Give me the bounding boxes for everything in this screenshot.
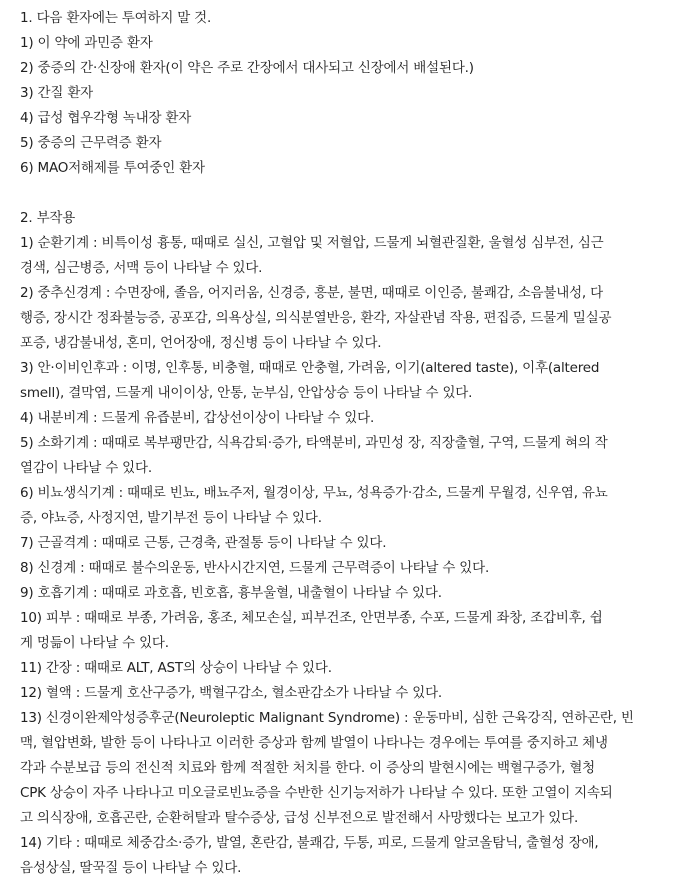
- text-line: 행증, 장시간 정좌불능증, 공포감, 의욕상실, 의식분열반응, 환각, 자살관념 작용, 편집증, 드물게 밀실공: [20, 310, 612, 326]
- blank-line: [20, 181, 681, 206]
- text-line: 1) 순환기계 : 비특이성 흉통, 때때로 실신, 고혈압 및 저혈압, 드물게 뇌혈관질환, 울혈성 심부전, 심근: [20, 235, 604, 251]
- text-line: 7) 근골격계 : 때때로 근통, 근경축, 관절통 등이 나타날 수 있다.: [20, 535, 387, 551]
- text-line: 고 의식장애, 호흡곤란, 순환허탈과 탈수증상, 급성 신부전으로 발전해서 사망했다는 보고가 있다.: [20, 810, 579, 826]
- text-line: 2. 부작용: [20, 210, 76, 226]
- text-line: 3) 간질 환자: [20, 85, 94, 101]
- text-line: 10) 피부 : 때때로 부종, 가려움, 홍조, 체모손실, 피부건조, 안면부종, 수포, 드물게 좌창, 조갑비후, 쉽: [20, 610, 603, 626]
- text-line: 5) 소화기계 : 때때로 복부팽만감, 식욕감퇴·증가, 타액분비, 과민성 장, 직장출혈, 구역, 드물게 혀의 작: [20, 435, 608, 451]
- text-line: 1) 이 약에 과민증 환자: [20, 35, 153, 51]
- text-line: 4) 내분비계 : 드물게 유즙분비, 갑상선이상이 나타날 수 있다.: [20, 410, 375, 426]
- text-line: 열감이 나타날 수 있다.: [20, 460, 152, 476]
- text-line: 1. 다음 환자에는 투여하지 말 것.: [20, 10, 212, 26]
- text-line: 게 멍듦이 나타날 수 있다.: [20, 635, 169, 651]
- text-line: 포증, 냉감불내성, 혼미, 언어장애, 정신병 등이 나타날 수 있다.: [20, 335, 382, 351]
- text-line: 14) 기타 : 때때로 체중감소·증가, 발열, 혼란감, 불쾌감, 두통, 피로, 드물게 알코올탐닉, 출혈성 장애,: [20, 835, 599, 851]
- text-line: 2) 중추신경계 : 수면장애, 졸음, 어지러움, 신경증, 흥분, 불면, 때때로 이인증, 불쾌감, 소음불내성, 다: [20, 285, 603, 301]
- text-line: 증, 야뇨증, 사정지연, 발기부전 등이 나타날 수 있다.: [20, 510, 322, 526]
- text-line: 경색, 심근병증, 서맥 등이 나타날 수 있다.: [20, 260, 263, 276]
- text-line: 11) 간장 : 때때로 ALT, AST의 상승이 나타날 수 있다.: [20, 660, 332, 676]
- text-line: 4) 급성 협우각형 녹내장 환자: [20, 110, 192, 126]
- text-line: 6) 비뇨생식기계 : 때때로 빈뇨, 배뇨주저, 월경이상, 무뇨, 성욕증가·감소, 드물게 무월경, 신우염, 유뇨: [20, 485, 608, 501]
- text-line: 각과 수분보급 등의 전신적 치료와 함께 적절한 처치를 한다. 이 증상의 발현시에는 백혈구증가, 혈청: [20, 760, 596, 776]
- text-line: 음성상실, 딸꾹질 등이 나타날 수 있다.: [20, 860, 242, 876]
- text-line: 9) 호흡기계 : 때때로 과호흡, 빈호흡, 흉부울혈, 내출혈이 나타날 수 있다.: [20, 585, 442, 601]
- text-line: 12) 혈액 : 드물게 호산구증가, 백혈구감소, 혈소판감소가 나타날 수 있다.: [20, 685, 442, 701]
- text-line: smell), 결막염, 드물게 내이이상, 안통, 눈부심, 안압상승 등이 나타날 수 있다.: [20, 385, 473, 401]
- text-line: 6) MAO저해제를 투여중인 환자: [20, 160, 205, 176]
- text-line: CPK 상승이 자주 나타나고 미오글로빈뇨증을 수반한 신기능저하가 나타날 수 있다. 또한 고열이 지속되: [20, 785, 613, 801]
- text-line: 13) 신경이완제악성증후군(Neuroleptic Malignant Syndrome) : 운동마비, 심한 근육강직, 연하곤란, 빈: [20, 710, 634, 726]
- text-line: 8) 신경계 : 때때로 불수의운동, 반사시간지연, 드물게 근무력증이 나타날 수 있다.: [20, 560, 490, 576]
- text-line: 3) 안·이비인후과 : 이명, 인후통, 비충혈, 때때로 안충혈, 가려움, 이기(altered taste), 이후(altered: [20, 360, 600, 376]
- text-line: 2) 중증의 간·신장애 환자(이 약은 주로 간장에서 대사되고 신장에서 배설된다.): [20, 60, 474, 76]
- text-line: 맥, 혈압변화, 발한 등이 나타나고 이러한 증상과 함께 발열이 나타나는 경우에는 투여를 중지하고 체냉: [20, 735, 608, 751]
- text-line: 5) 중증의 근무력증 환자: [20, 135, 162, 151]
